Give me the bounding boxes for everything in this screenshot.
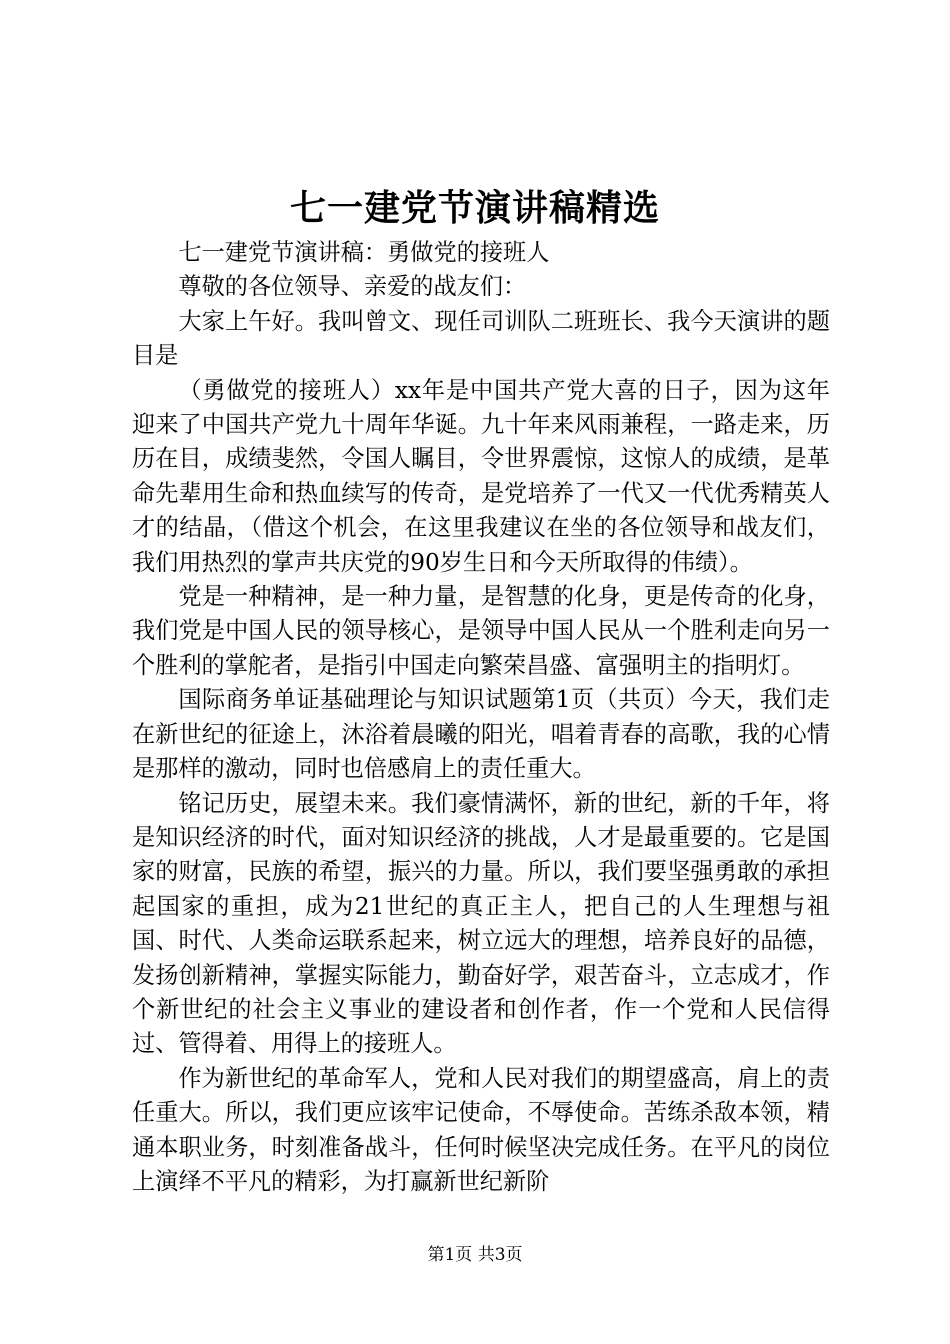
paragraph-new-century: 国际商务单证基础理论与知识试题第1页（共页）今天，我们走在新世纪的征途上，沐浴着晨曦的阳光，唱着青春的高歌，我的心情是那样的激动，同时也倍感肩上的责任重大。 bbox=[132, 686, 830, 783]
page-number-footer: 第1页 共3页 bbox=[427, 1245, 523, 1265]
paragraph-speech-subtitle: 七一建党节演讲稿：勇做党的接班人 bbox=[178, 239, 550, 266]
document-title: 七一建党节演讲稿精选 bbox=[289, 187, 660, 229]
paragraph-anniversary: （勇做党的接班人）xx年是中国共产党大喜的日子，因为这年迎来了中国共产党九十周年华诞。九十年来风雨兼程，一路走来，历历在目，成绩斐然，令国人瞩目，令世界震惊，这惊人的成绩，是革命先辈用生命和热血续写的传奇，是党培养了一代又一代优秀精英人才的结晶，（借这个机会，在这里我建议在坐的各位领导和战友们，我们用热烈的掌声共庆党的90岁生日和今天所取得的伟绩）。 bbox=[132, 376, 830, 576]
document-body bbox=[132, 236, 830, 1199]
paragraph-history-future: 铭记历史，展望未来。我们豪情满怀，新的世纪，新的千年，将是知识经济的时代，面对知识经济的挑战，人才是最重要的。它是国家的财富，民族的希望，振兴的力量。所以，我们要坚强勇敢的承担起国家的重担，成为21世纪的真正主人，把自己的人生理想与祖国、时代、人类命运联系起来，树立远大的理想，培养良好的品德，发扬创新精神，掌握实际能力，勤奋好学，艰苦奋斗，立志成才，作个新世纪的社会主义事业的建设者和创作者，作一个党和人民信得过、管得着、用得上的接班人。 bbox=[132, 789, 830, 1058]
paragraph-greeting: 大家上午好。我叫曾文、现任司训队二班班长、我今天演讲的题目是 bbox=[132, 307, 830, 370]
paragraph-soldier-duty: 作为新世纪的革命军人，党和人民对我们的期望盛高，肩上的责任重大。所以，我们更应该牢记使命，不辱使命。苦练杀敌本领，精通本职业务，时刻准备战斗，任何时候坚决完成任务。在平凡的岗位上演绎不平凡的精彩，为打赢新世纪新阶 bbox=[132, 1064, 830, 1195]
paragraph-party-spirit: 党是一种精神，是一种力量，是智慧的化身，更是传奇的化身，我们党是中国人民的领导核心，是领导中国人民从一个胜利走向另一个胜利的掌舵者，是指引中国走向繁荣昌盛、富强明主的指明灯。 bbox=[132, 583, 830, 679]
paragraph-salutation: 尊敬的各位领导、亲爱的战友们： bbox=[178, 273, 527, 301]
